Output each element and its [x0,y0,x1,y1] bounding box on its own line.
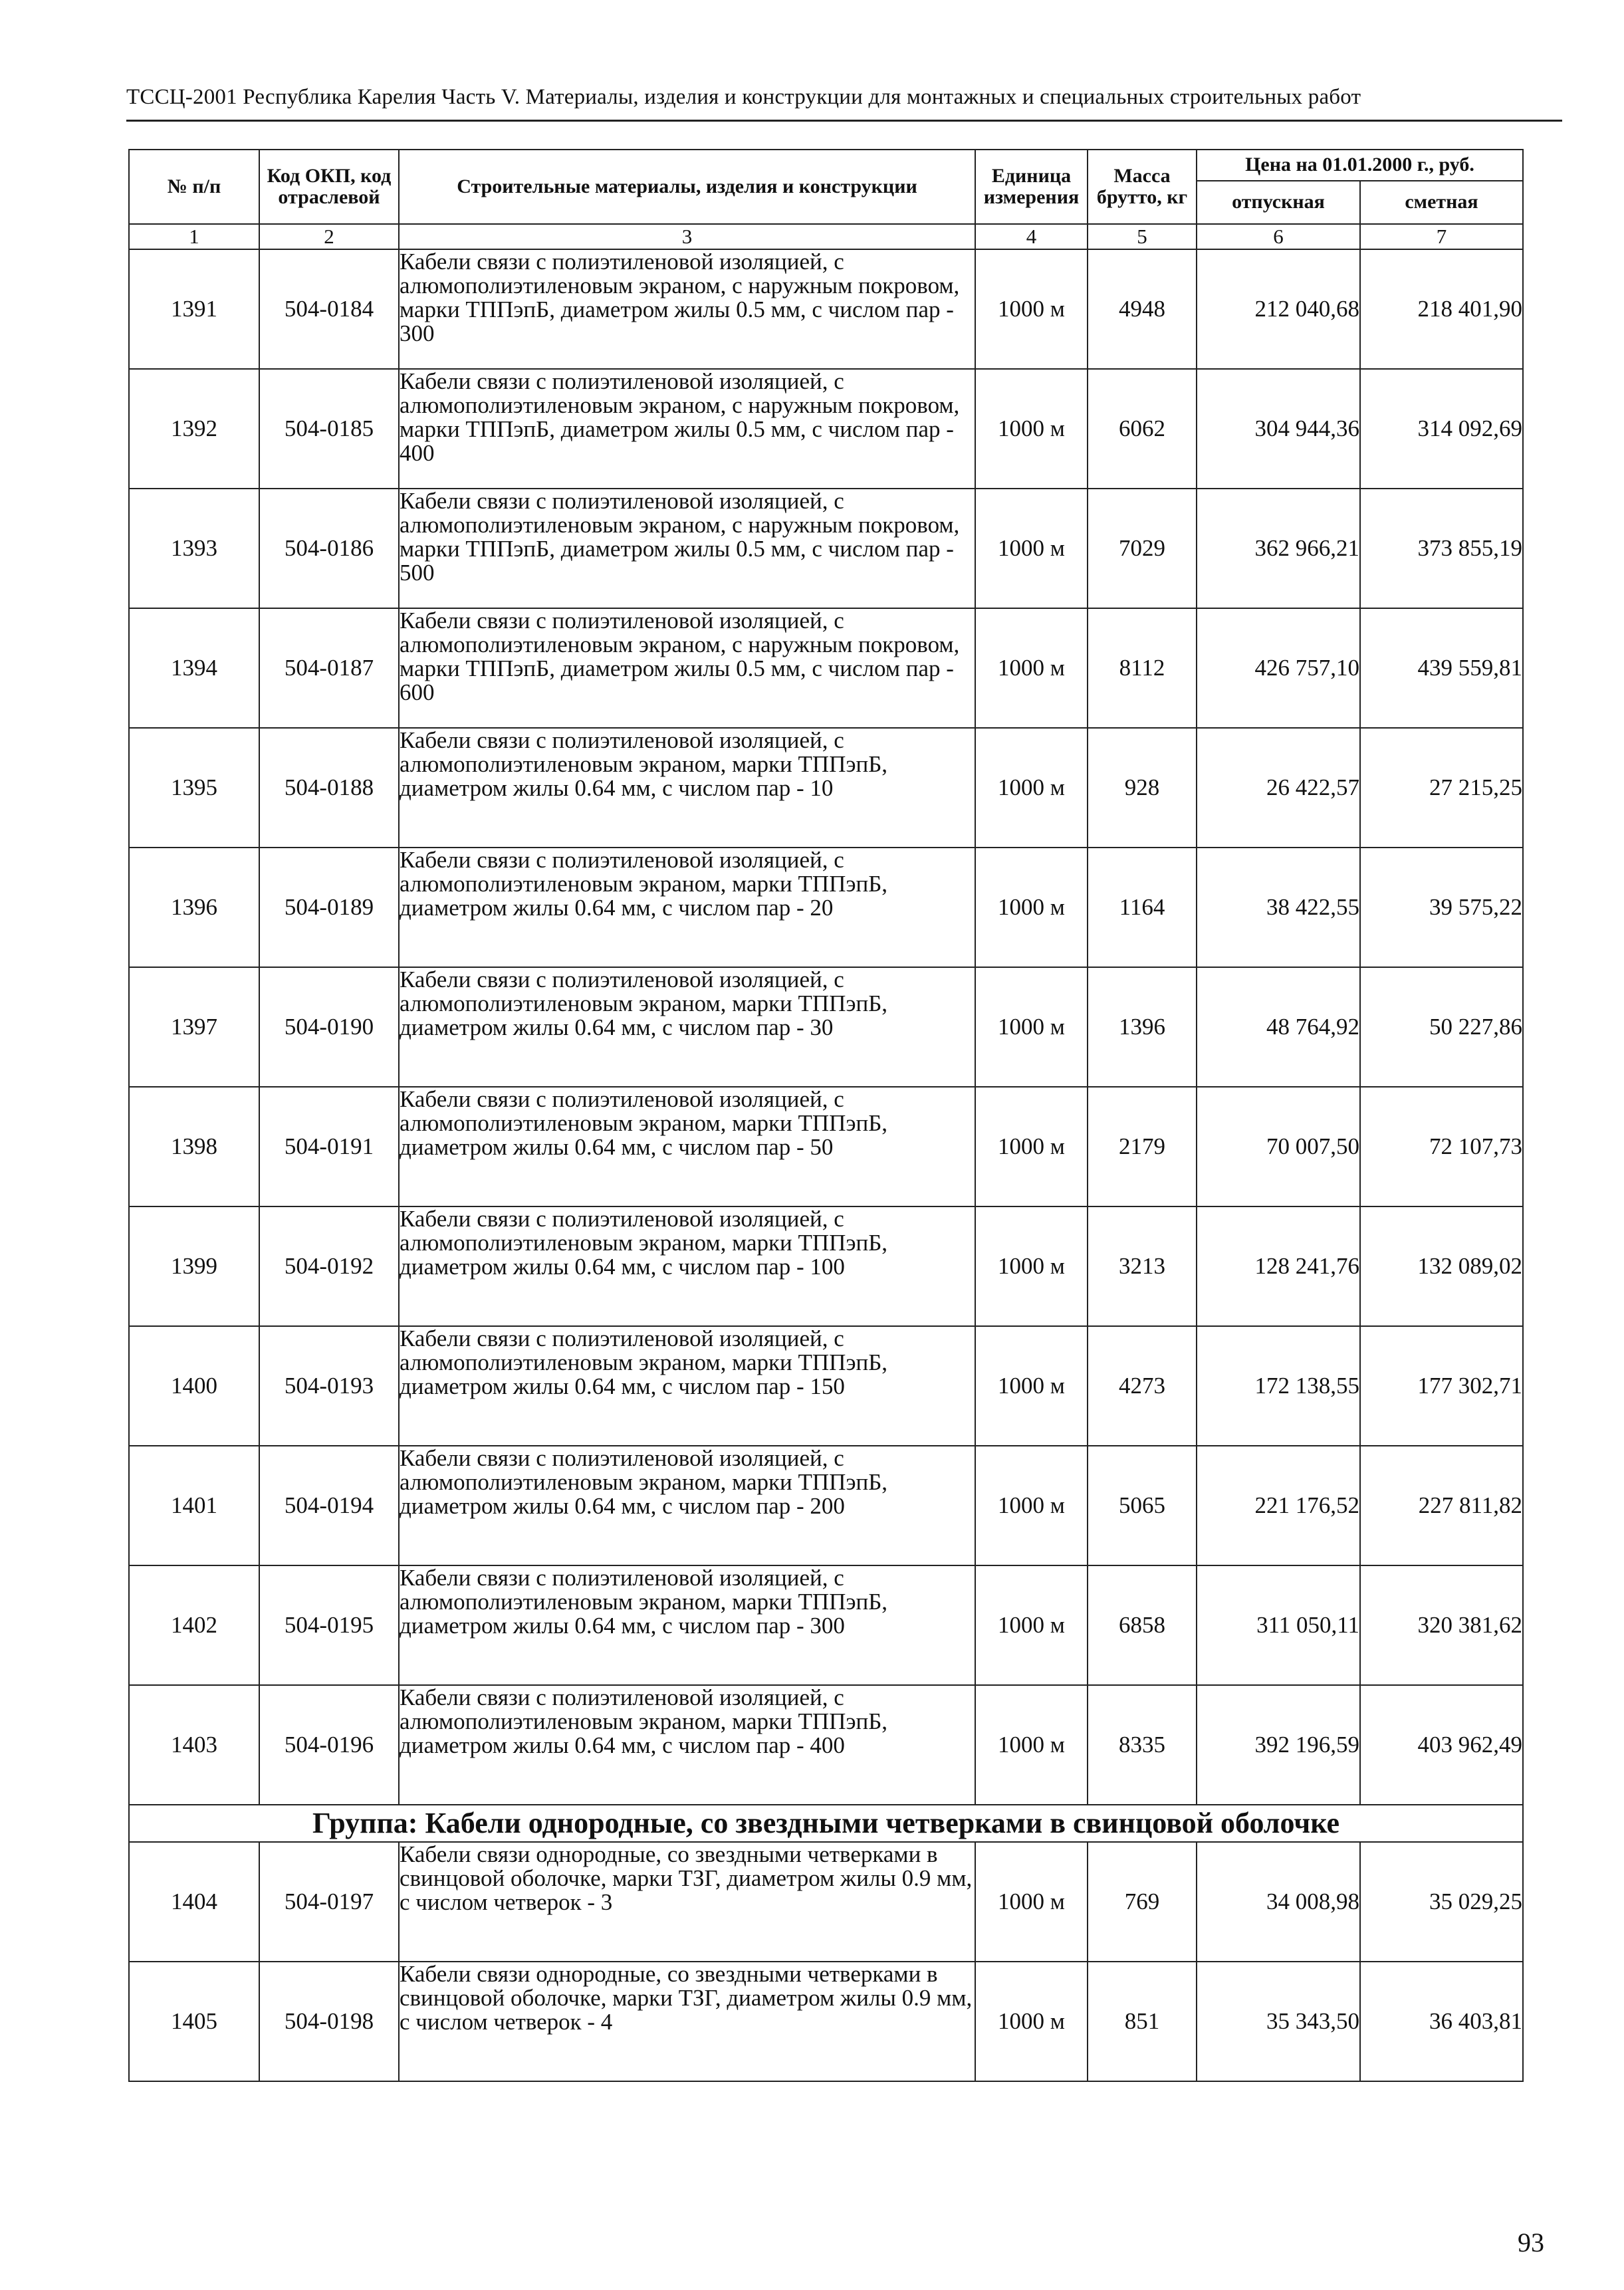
table-row [129,967,1523,1087]
row-price-estimate: 373 855,19 [1360,489,1523,608]
row-description: Кабели связи с полиэтиленовой изоляцией, с алюмополиэтиленовым экраном, с наружным покровом, марки ТППэпБ, диаметром жилы 0.5 мм, с числом пар - 600 [399,608,975,728]
column-number: 6 [1197,224,1360,249]
row-description: Кабели связи с полиэтиленовой изоляцией, с алюмополиэтиленовым экраном, с наружным покровом, марки ТППэпБ, диаметром жилы 0.5 мм, с числом пар - 300 [399,249,975,369]
row-mass: 6062 [1088,369,1197,489]
row-description: Кабели связи с полиэтиленовой изоляцией, с алюмополиэтиленовым экраном, марки ТППэпБ, диаметром жилы 0.64 мм, с числом пар - 30 [399,967,975,1087]
row-price-release: 362 966,21 [1197,489,1360,608]
row-mass: 4273 [1088,1326,1197,1446]
group-title: Группа: Кабели однородные, со звездными четверками в свинцовой оболочке [129,1805,1523,1842]
table-row [129,1565,1523,1685]
row-code: 504-0197 [259,1842,399,1962]
row-code: 504-0196 [259,1685,399,1805]
row-mass: 928 [1088,728,1197,848]
row-price-estimate: 177 302,71 [1360,1326,1523,1446]
row-mass: 8335 [1088,1685,1197,1805]
row-description: Кабели связи с полиэтиленовой изоляцией, с алюмополиэтиленовым экраном, марки ТППэпБ, диаметром жилы 0.64 мм, с числом пар - 50 [399,1087,975,1206]
row-price-estimate: 403 962,49 [1360,1685,1523,1805]
group-row [129,1805,1523,1842]
row-price-estimate: 218 401,90 [1360,249,1523,369]
row-number: 1395 [129,728,259,848]
row-code: 504-0187 [259,608,399,728]
header-code: Код ОКП, код отраслевой [259,150,399,224]
row-code: 504-0189 [259,848,399,967]
row-price-estimate: 50 227,86 [1360,967,1523,1087]
row-code: 504-0198 [259,1962,399,2081]
row-unit: 1000 м [975,967,1088,1087]
row-unit: 1000 м [975,1206,1088,1326]
row-number: 1394 [129,608,259,728]
row-unit: 1000 м [975,1842,1088,1962]
header-mass: Масса брутто, кг [1088,150,1197,224]
column-number: 4 [975,224,1088,249]
row-number: 1405 [129,1962,259,2081]
header-price-group: Цена на 01.01.2000 г., руб. [1197,150,1523,181]
row-number: 1396 [129,848,259,967]
row-price-release: 221 176,52 [1197,1446,1360,1565]
row-price-release: 38 422,55 [1197,848,1360,967]
table-body [129,249,1523,2081]
page-header: ТССЦ-2001 Республика Карелия Часть V. Материалы, изделия и конструкции для монтажных и специальных строительных работ [126,85,1361,109]
row-mass: 1396 [1088,967,1197,1087]
row-mass: 7029 [1088,489,1197,608]
header-price-release: отпускная [1197,181,1360,224]
row-number: 1399 [129,1206,259,1326]
row-mass: 8112 [1088,608,1197,728]
row-unit: 1000 м [975,728,1088,848]
row-code: 504-0195 [259,1565,399,1685]
row-price-release: 426 757,10 [1197,608,1360,728]
row-number: 1392 [129,369,259,489]
row-unit: 1000 м [975,489,1088,608]
table-row [129,1206,1523,1326]
row-price-release: 304 944,36 [1197,369,1360,489]
row-unit: 1000 м [975,608,1088,728]
row-unit: 1000 м [975,369,1088,489]
row-description: Кабели связи с полиэтиленовой изоляцией, с алюмополиэтиленовым экраном, марки ТППэпБ, диаметром жилы 0.64 мм, с числом пар - 100 [399,1206,975,1326]
row-mass: 6858 [1088,1565,1197,1685]
row-number: 1398 [129,1087,259,1206]
row-price-estimate: 320 381,62 [1360,1565,1523,1685]
header-num: № п/п [129,150,259,224]
row-number: 1401 [129,1446,259,1565]
table-row [129,608,1523,728]
row-price-estimate: 36 403,81 [1360,1962,1523,2081]
table-row [129,1087,1523,1206]
row-description: Кабели связи с полиэтиленовой изоляцией, с алюмополиэтиленовым экраном, марки ТППэпБ, диаметром жилы 0.64 мм, с числом пар - 150 [399,1326,975,1446]
table-row [129,1962,1523,2081]
row-mass: 5065 [1088,1446,1197,1565]
row-description: Кабели связи с полиэтиленовой изоляцией, с алюмополиэтиленовым экраном, марки ТППэпБ, диаметром жилы 0.64 мм, с числом пар - 10 [399,728,975,848]
row-description: Кабели связи с полиэтиленовой изоляцией, с алюмополиэтиленовым экраном, с наружным покровом, марки ТППэпБ, диаметром жилы 0.5 мм, с числом пар - 500 [399,489,975,608]
row-price-release: 70 007,50 [1197,1087,1360,1206]
row-unit: 1000 м [975,1326,1088,1446]
materials-table [128,149,1524,2082]
row-code: 504-0192 [259,1206,399,1326]
table-row [129,848,1523,967]
row-unit: 1000 м [975,1962,1088,2081]
row-number: 1397 [129,967,259,1087]
column-number: 7 [1360,224,1523,249]
row-number: 1391 [129,249,259,369]
row-unit: 1000 м [975,249,1088,369]
row-unit: 1000 м [975,1565,1088,1685]
row-price-release: 35 343,50 [1197,1962,1360,2081]
row-description: Кабели связи с полиэтиленовой изоляцией, с алюмополиэтиленовым экраном, с наружным покровом, марки ТППэпБ, диаметром жилы 0.5 мм, с числом пар - 400 [399,369,975,489]
column-number: 2 [259,224,399,249]
row-mass: 4948 [1088,249,1197,369]
row-mass: 3213 [1088,1206,1197,1326]
row-price-release: 128 241,76 [1197,1206,1360,1326]
table-row [129,489,1523,608]
table-row [129,728,1523,848]
row-price-release: 26 422,57 [1197,728,1360,848]
row-price-release: 392 196,59 [1197,1685,1360,1805]
row-description: Кабели связи однородные, со звездными четверками в свинцовой оболочке, марки ТЗГ, диаметром жилы 0.9 мм, с числом четверок - 4 [399,1962,975,2081]
row-price-release: 212 040,68 [1197,249,1360,369]
row-number: 1404 [129,1842,259,1962]
row-number: 1400 [129,1326,259,1446]
column-number: 3 [399,224,975,249]
column-number: 1 [129,224,259,249]
row-unit: 1000 м [975,1446,1088,1565]
row-code: 504-0184 [259,249,399,369]
row-price-estimate: 27 215,25 [1360,728,1523,848]
row-unit: 1000 м [975,1685,1088,1805]
header-rule [126,120,1562,122]
row-mass: 851 [1088,1962,1197,2081]
row-price-estimate: 132 089,02 [1360,1206,1523,1326]
row-unit: 1000 м [975,848,1088,967]
row-price-release: 172 138,55 [1197,1326,1360,1446]
row-code: 504-0193 [259,1326,399,1446]
table-row [129,1326,1523,1446]
table-row [129,1446,1523,1565]
row-description: Кабели связи с полиэтиленовой изоляцией, с алюмополиэтиленовым экраном, марки ТППэпБ, диаметром жилы 0.64 мм, с числом пар - 300 [399,1565,975,1685]
row-code: 504-0194 [259,1446,399,1565]
row-description: Кабели связи однородные, со звездными четверками в свинцовой оболочке, марки ТЗГ, диаметром жилы 0.9 мм, с числом четверок - 3 [399,1842,975,1962]
column-numbers-row [129,224,1523,249]
row-code: 504-0186 [259,489,399,608]
column-number: 5 [1088,224,1197,249]
page-number: 93 [1518,2228,1544,2257]
row-code: 504-0191 [259,1087,399,1206]
row-price-estimate: 439 559,81 [1360,608,1523,728]
row-price-estimate: 314 092,69 [1360,369,1523,489]
row-code: 504-0190 [259,967,399,1087]
row-description: Кабели связи с полиэтиленовой изоляцией, с алюмополиэтиленовым экраном, марки ТППэпБ, диаметром жилы 0.64 мм, с числом пар - 400 [399,1685,975,1805]
row-number: 1393 [129,489,259,608]
row-code: 504-0188 [259,728,399,848]
header-price-estimate: сметная [1360,181,1523,224]
row-number: 1403 [129,1685,259,1805]
table-row [129,249,1523,369]
row-price-estimate: 72 107,73 [1360,1087,1523,1206]
row-mass: 769 [1088,1842,1197,1962]
row-description: Кабели связи с полиэтиленовой изоляцией, с алюмополиэтиленовым экраном, марки ТППэпБ, диаметром жилы 0.64 мм, с числом пар - 20 [399,848,975,967]
row-unit: 1000 м [975,1087,1088,1206]
header-materials: Строительные материалы, изделия и конструкции [399,150,975,224]
table-row [129,1685,1523,1805]
row-mass: 2179 [1088,1087,1197,1206]
row-price-release: 34 008,98 [1197,1842,1360,1962]
row-price-release: 311 050,11 [1197,1565,1360,1685]
row-code: 504-0185 [259,369,399,489]
row-description: Кабели связи с полиэтиленовой изоляцией, с алюмополиэтиленовым экраном, марки ТППэпБ, диаметром жилы 0.64 мм, с числом пар - 200 [399,1446,975,1565]
table-row [129,369,1523,489]
row-price-estimate: 39 575,22 [1360,848,1523,967]
row-price-estimate: 35 029,25 [1360,1842,1523,1962]
row-price-estimate: 227 811,82 [1360,1446,1523,1565]
row-mass: 1164 [1088,848,1197,967]
table-row [129,1842,1523,1962]
row-number: 1402 [129,1565,259,1685]
row-price-release: 48 764,92 [1197,967,1360,1087]
header-unit: Единица измерения [975,150,1088,224]
